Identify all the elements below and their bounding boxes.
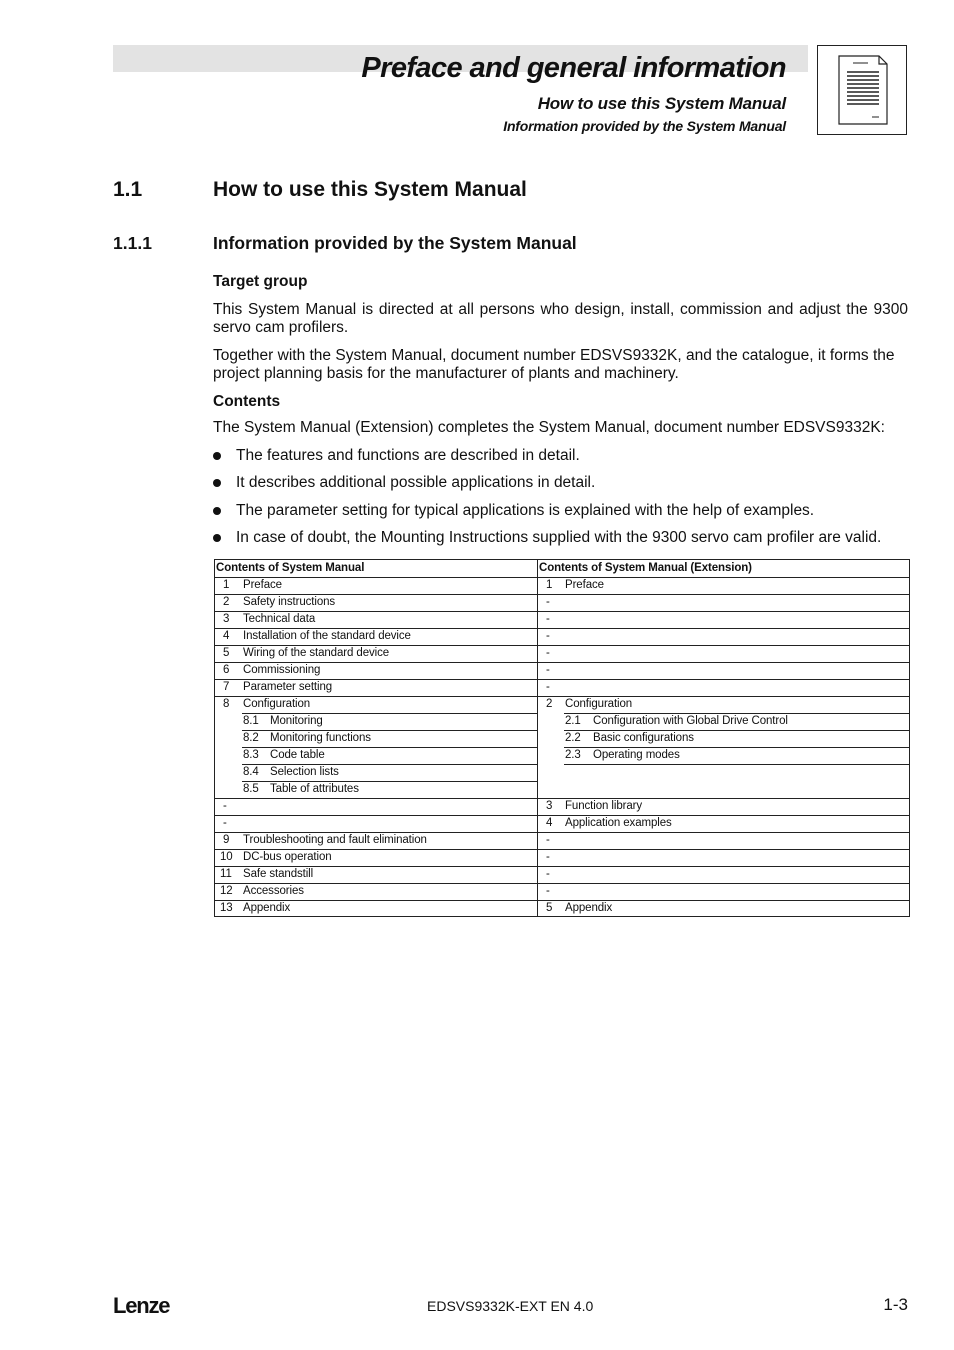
- table-cell-num: -: [546, 664, 550, 676]
- contents-comparison-table: [214, 559, 910, 917]
- section-title: How to use this System Manual: [213, 178, 527, 201]
- table-cell-num: 3: [223, 613, 230, 625]
- table-cell-num: 8: [223, 698, 230, 710]
- table-cell-num: 2: [223, 596, 230, 608]
- table-cell-num: -: [546, 681, 550, 693]
- row-divider: [564, 764, 910, 765]
- target-group-paragraph-1: This System Manual is directed at all persons who design, install, commission and adjust the 9300 servo cam profilers.: [213, 301, 908, 336]
- contents-heading: Contents: [213, 393, 281, 410]
- lenze-logo: Lenze: [113, 1293, 170, 1318]
- table-cell-label: Operating modes: [593, 749, 680, 761]
- table-cell-num: -: [546, 596, 550, 608]
- table-cell-label: Accessories: [243, 885, 304, 897]
- bullet-icon: [213, 479, 221, 487]
- table-cell-num: -: [546, 613, 550, 625]
- table-cell-label: Monitoring: [270, 715, 323, 727]
- table-cell-label: Configuration with Global Drive Control: [593, 715, 788, 727]
- table-cell-label: Function library: [565, 800, 643, 812]
- table-cell-label: Application examples: [565, 817, 672, 829]
- table-cell-num: 4: [223, 630, 230, 642]
- row-divider: [215, 866, 909, 867]
- table-cell-label: Basic configurations: [593, 732, 694, 744]
- table-cell-label: Troubleshooting and fault elimination: [243, 834, 427, 846]
- table-cell-num: 8.1: [243, 715, 259, 727]
- table-cell-num: 13: [220, 902, 233, 914]
- table-cell-label: Configuration: [565, 698, 633, 710]
- document-number: EDSVS9332K-EXT EN 4.0: [427, 1298, 594, 1314]
- section-number: 1.1: [113, 178, 143, 201]
- subsection-number: 1.1.1: [113, 233, 152, 253]
- table-cell-num: 8.4: [243, 766, 259, 778]
- table-cell-num: 6: [223, 664, 230, 676]
- table-cell-num: 8.5: [243, 783, 259, 795]
- table-cell-num: -: [546, 647, 550, 659]
- table-cell-num: 5: [546, 902, 553, 914]
- row-divider: [215, 696, 909, 697]
- table-cell-num: 12: [220, 885, 233, 897]
- table-cell-num: -: [223, 800, 227, 812]
- table-cell-num: 5: [223, 647, 230, 659]
- row-divider: [215, 611, 909, 612]
- table-cell-num: 8.2: [243, 732, 259, 744]
- row-divider: [215, 883, 909, 884]
- table-cell-label: Preface: [565, 579, 604, 591]
- table-cell-label: Technical data: [243, 613, 316, 625]
- section-header: How to use this System Manual: [537, 94, 786, 113]
- target-group-heading: Target group: [213, 273, 308, 290]
- table-cell-num: 2.1: [565, 715, 581, 727]
- table-cell-label: Selection lists: [270, 766, 339, 778]
- table-cell-num: 2.2: [565, 732, 581, 744]
- subsection-header: Information provided by the System Manual: [503, 118, 786, 134]
- table-cell-num: -: [546, 885, 550, 897]
- table-cell-num: 9: [223, 834, 230, 846]
- table-cell-label: Parameter setting: [243, 681, 333, 693]
- document-icon-frame: [817, 45, 907, 135]
- table-cell-num: -: [546, 851, 550, 863]
- table-cell-num: -: [546, 868, 550, 880]
- table-cell-label: Wiring of the standard device: [243, 647, 390, 659]
- subsection-title: Information provided by the System Manual: [213, 233, 577, 253]
- table-cell-num: 10: [220, 851, 233, 863]
- table-cell-num: 7: [223, 681, 230, 693]
- table-cell-label: Safe standstill: [243, 868, 314, 880]
- table-cell-num: 8.3: [243, 749, 259, 761]
- column-divider: [537, 560, 538, 916]
- row-divider: [215, 798, 909, 799]
- table-cell-label: Appendix: [565, 902, 613, 914]
- table-cell-label: Code table: [270, 749, 325, 761]
- table-cell-label: Commissioning: [243, 664, 321, 676]
- table-cell-label: Configuration: [243, 698, 311, 710]
- table-cell-num: -: [223, 817, 227, 829]
- table-cell-num: 3: [546, 800, 553, 812]
- table-cell-num: 2: [546, 698, 553, 710]
- bullet-icon: [213, 534, 221, 542]
- column-header-system-manual: Contents of System Manual: [216, 562, 365, 574]
- table-cell-label: Table of attributes: [270, 783, 359, 795]
- table-cell-label: Monitoring functions: [270, 732, 371, 744]
- table-cell-num: 4: [546, 817, 553, 829]
- table-cell-num: -: [546, 834, 550, 846]
- table-cell-label: Preface: [243, 579, 282, 591]
- table-cell-num: -: [546, 630, 550, 642]
- row-divider: [215, 815, 909, 816]
- bullet-icon: [213, 452, 221, 460]
- table-cell-num: 1: [223, 579, 230, 591]
- table-cell-label: Installation of the standard device: [243, 630, 411, 642]
- bullet-icon: [213, 507, 221, 515]
- target-group-paragraph-2: Together with the System Manual, document number EDSVS9332K, and the catalogue, it forms the project planning basis for the manufacturer of plants and machinery.: [213, 347, 895, 382]
- document-icon: [838, 55, 888, 125]
- table-cell-num: 1: [546, 579, 553, 591]
- row-divider: [215, 900, 909, 901]
- column-header-extension: Contents of System Manual (Extension): [539, 562, 752, 574]
- page-number: 1-3: [883, 1295, 908, 1314]
- chapter-title: Preface and general information: [361, 52, 786, 84]
- table-cell-num: 11: [220, 868, 232, 880]
- table-cell-label: Safety instructions: [243, 596, 336, 608]
- table-cell-label: DC-bus operation: [243, 851, 332, 863]
- contents-intro: The System Manual (Extension) completes the System Manual, document number EDSVS9332K:: [213, 419, 885, 436]
- table-cell-num: 2.3: [565, 749, 581, 761]
- table-cell-label: Appendix: [243, 902, 291, 914]
- row-divider: [215, 577, 909, 578]
